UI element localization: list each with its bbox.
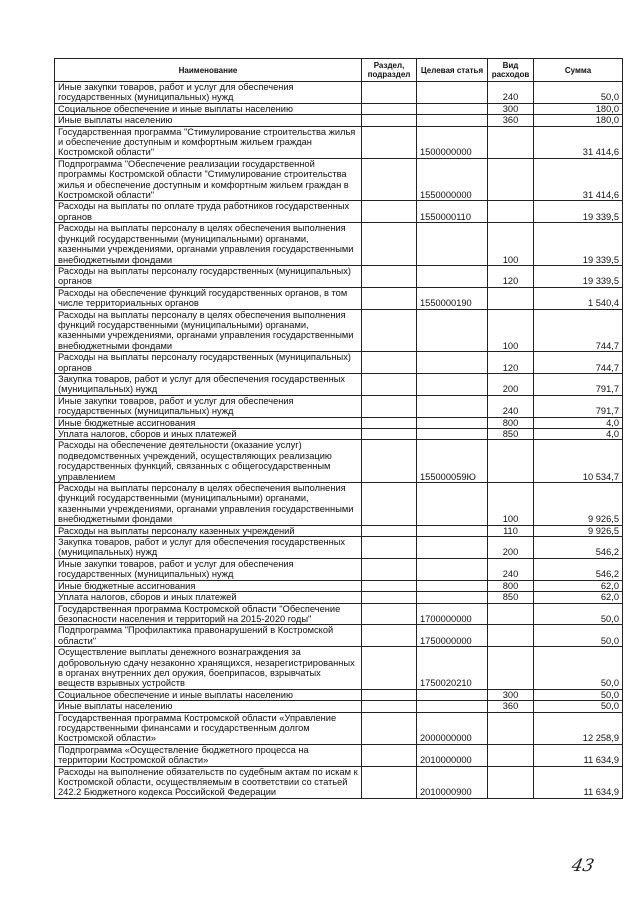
cell-section <box>362 309 417 352</box>
table-row <box>55 126 623 158</box>
cell-sum: 12 258,9 <box>534 712 623 744</box>
table-row <box>55 115 623 126</box>
cell-name: Расходы на выплаты персоналу в целях обеспечения выполнения функций государственными (муниципальными) органами, казенными учреждениями, органами управления государственными внебюджетными фондами <box>55 309 362 352</box>
cell-name: Социальное обеспечение и иные выплаты населению <box>55 689 362 700</box>
cell-kind: 120 <box>488 352 534 374</box>
cell-kind <box>488 712 534 744</box>
table-row <box>55 603 623 625</box>
cell-section <box>362 201 417 223</box>
cell-target <box>417 373 488 395</box>
cell-target <box>417 417 488 428</box>
cell-name: Расходы на выполнение обязательств по судебным актам по искам к Костромской области, осуществляемым в соответствии со статьей 242.2 Бюджетного кодекса Российской Федерации <box>55 766 362 798</box>
cell-kind: 100 <box>488 483 534 526</box>
cell-kind: 240 <box>488 82 534 104</box>
cell-sum: 791,7 <box>534 395 623 417</box>
cell-target: 1750000000 <box>417 625 488 647</box>
cell-target <box>417 82 488 104</box>
cell-section <box>362 766 417 798</box>
cell-sum: 50,0 <box>534 689 623 700</box>
cell-kind <box>488 647 534 690</box>
cell-section <box>362 689 417 700</box>
cell-name: Закупка товаров, работ и услуг для обеспечения государственных (муниципальных) нужд <box>55 537 362 559</box>
cell-name: Расходы на обеспечение деятельности (оказание услуг) подведомственных учреждений, осуществляющих реализацию государственных функций, связанных с общегосударственным управлением <box>55 440 362 483</box>
cell-name: Подпрограмма «Осуществление бюджетного процесса на территории Костромской области» <box>55 744 362 766</box>
cell-sum: 11 634,9 <box>534 766 623 798</box>
table-row <box>55 647 623 690</box>
cell-target <box>417 537 488 559</box>
table-body <box>55 82 623 799</box>
cell-name: Иные закупки товаров, работ и услуг для обеспечения государственных (муниципальных) нужд <box>55 82 362 104</box>
cell-section <box>362 158 417 201</box>
cell-name: Закупка товаров, работ и услуг для обеспечения государственных (муниципальных) нужд <box>55 373 362 395</box>
table-row <box>55 592 623 603</box>
cell-kind: 100 <box>488 223 534 266</box>
table-row <box>55 158 623 201</box>
table-row <box>55 744 623 766</box>
cell-sum: 50,0 <box>534 647 623 690</box>
cell-name: Иные закупки товаров, работ и услуг для обеспечения государственных (муниципальных) нужд <box>55 395 362 417</box>
table-row <box>55 525 623 536</box>
header-sum: Сумма <box>534 59 623 82</box>
cell-section <box>362 429 417 440</box>
cell-kind: 240 <box>488 558 534 580</box>
cell-kind <box>488 625 534 647</box>
table-row <box>55 580 623 591</box>
cell-kind: 300 <box>488 689 534 700</box>
cell-kind <box>488 287 534 309</box>
table-row <box>55 82 623 104</box>
cell-kind <box>488 744 534 766</box>
cell-section <box>362 625 417 647</box>
cell-sum: 50,0 <box>534 82 623 104</box>
table-row <box>55 483 623 526</box>
cell-section <box>362 483 417 526</box>
cell-kind: 120 <box>488 265 534 287</box>
cell-kind: 850 <box>488 429 534 440</box>
cell-target: 1700000000 <box>417 603 488 625</box>
cell-section <box>362 525 417 536</box>
cell-kind: 800 <box>488 417 534 428</box>
cell-sum: 19 339,5 <box>534 223 623 266</box>
cell-kind <box>488 201 534 223</box>
cell-name: Иные бюджетные ассигнования <box>55 417 362 428</box>
cell-section <box>362 701 417 712</box>
cell-target <box>417 592 488 603</box>
cell-target: 1550000000 <box>417 158 488 201</box>
cell-sum: 180,0 <box>534 103 623 114</box>
table-row <box>55 766 623 798</box>
table-row <box>55 689 623 700</box>
cell-target: 1500000000 <box>417 126 488 158</box>
cell-name: Расходы на выплаты персоналу государственных (муниципальных) органов <box>55 352 362 374</box>
cell-kind <box>488 766 534 798</box>
cell-kind: 200 <box>488 373 534 395</box>
cell-section <box>362 287 417 309</box>
cell-sum: 9 926,5 <box>534 525 623 536</box>
cell-name: Иные выплаты населению <box>55 701 362 712</box>
cell-section <box>362 592 417 603</box>
cell-section <box>362 223 417 266</box>
cell-sum: 1 540,4 <box>534 287 623 309</box>
cell-target <box>417 580 488 591</box>
table-row <box>55 417 623 428</box>
cell-sum: 50,0 <box>534 625 623 647</box>
header-name: Наименование <box>55 59 362 82</box>
cell-target <box>417 103 488 114</box>
cell-target <box>417 352 488 374</box>
table-row <box>55 429 623 440</box>
cell-kind: 360 <box>488 701 534 712</box>
cell-sum: 744,7 <box>534 352 623 374</box>
cell-target: 1550000190 <box>417 287 488 309</box>
table-row <box>55 625 623 647</box>
cell-sum: 11 634,9 <box>534 744 623 766</box>
table-row <box>55 309 623 352</box>
cell-kind <box>488 603 534 625</box>
table-row <box>55 223 623 266</box>
cell-kind: 240 <box>488 395 534 417</box>
cell-kind <box>488 440 534 483</box>
cell-sum: 4,0 <box>534 429 623 440</box>
cell-sum: 19 339,5 <box>534 265 623 287</box>
cell-sum: 50,0 <box>534 701 623 712</box>
table-row <box>55 373 623 395</box>
cell-section <box>362 603 417 625</box>
cell-kind: 850 <box>488 592 534 603</box>
cell-target <box>417 115 488 126</box>
header-kind: Вид расходов <box>488 59 534 82</box>
cell-target <box>417 689 488 700</box>
cell-sum: 62,0 <box>534 580 623 591</box>
cell-sum: 791,7 <box>534 373 623 395</box>
table-row <box>55 440 623 483</box>
table-row <box>55 395 623 417</box>
table-row <box>55 352 623 374</box>
cell-kind: 110 <box>488 525 534 536</box>
cell-sum: 50,0 <box>534 603 623 625</box>
cell-sum: 19 339,5 <box>534 201 623 223</box>
cell-section <box>362 82 417 104</box>
cell-kind: 200 <box>488 537 534 559</box>
cell-target <box>417 223 488 266</box>
cell-name: Расходы на обеспечение функций государственных органов, в том числе территориальных органов <box>55 287 362 309</box>
cell-section <box>362 712 417 744</box>
cell-sum: 744,7 <box>534 309 623 352</box>
cell-name: Подпрограмма "Профилактика правонарушений в Костромской области" <box>55 625 362 647</box>
cell-sum: 546,2 <box>534 537 623 559</box>
cell-name: Социальное обеспечение и иные выплаты населению <box>55 103 362 114</box>
cell-target <box>417 701 488 712</box>
cell-sum: 9 926,5 <box>534 483 623 526</box>
cell-target: 2010000000 <box>417 744 488 766</box>
table-header-row <box>55 59 623 82</box>
cell-section <box>362 440 417 483</box>
cell-kind: 100 <box>488 309 534 352</box>
cell-section <box>362 647 417 690</box>
cell-sum: 180,0 <box>534 115 623 126</box>
cell-sum: 31 414,6 <box>534 126 623 158</box>
cell-name: Иные выплаты населению <box>55 115 362 126</box>
cell-name: Расходы на выплаты по оплате труда работников государственных органов <box>55 201 362 223</box>
cell-name: Иные закупки товаров, работ и услуг для обеспечения государственных (муниципальных) нужд <box>55 558 362 580</box>
header-section: Раздел, подраздел <box>362 59 417 82</box>
cell-target: 2000000000 <box>417 712 488 744</box>
cell-name: Уплата налогов, сборов и иных платежей <box>55 592 362 603</box>
cell-section <box>362 395 417 417</box>
table-row <box>55 265 623 287</box>
table-row <box>55 558 623 580</box>
cell-name: Государственная программа Костромской области «Управление государственными финансами и государственным долгом Костромской области» <box>55 712 362 744</box>
cell-sum: 10 534,7 <box>534 440 623 483</box>
cell-sum: 4,0 <box>534 417 623 428</box>
cell-target <box>417 309 488 352</box>
table-row <box>55 712 623 744</box>
header-target: Целевая статья <box>417 59 488 82</box>
cell-target <box>417 525 488 536</box>
cell-section <box>362 417 417 428</box>
cell-section <box>362 352 417 374</box>
cell-name: Государственная программа "Стимулирование строительства жилья и обеспечение доступным и комфортным жильем граждан Костромской области" <box>55 126 362 158</box>
cell-target <box>417 395 488 417</box>
cell-section <box>362 115 417 126</box>
cell-section <box>362 580 417 591</box>
cell-target <box>417 265 488 287</box>
cell-target: 155000059Ю <box>417 440 488 483</box>
cell-sum: 31 414,6 <box>534 158 623 201</box>
cell-name: Расходы на выплаты персоналу казенных учреждений <box>55 525 362 536</box>
cell-sum: 62,0 <box>534 592 623 603</box>
cell-section <box>362 373 417 395</box>
cell-kind: 300 <box>488 103 534 114</box>
cell-name: Расходы на выплаты персоналу в целях обеспечения выполнения функций государственными (муниципальными) органами, казенными учреждениями, органами управления государственными внебюджетными фондами <box>55 483 362 526</box>
cell-target: 1550000110 <box>417 201 488 223</box>
cell-kind <box>488 158 534 201</box>
cell-name: Расходы на выплаты персоналу государственных (муниципальных) органов <box>55 265 362 287</box>
cell-name: Иные бюджетные ассигнования <box>55 580 362 591</box>
cell-name: Подпрограмма "Обеспечение реализации государственной программы Костромской области "Стимулирование строительства жилья и обеспечение доступным и комфортным жильем граждан в Костромской области" <box>55 158 362 201</box>
table-row <box>55 701 623 712</box>
cell-kind <box>488 126 534 158</box>
table-row <box>55 201 623 223</box>
cell-name: Осуществление выплаты денежного вознаграждения за добровольную сдачу незаконно хранящихся, незарегистрированных в органах внутренних дел оружия, боеприпасов, взрывчатых веществ взрывных устройств <box>55 647 362 690</box>
budget-table <box>54 58 623 799</box>
cell-name: Уплата налогов, сборов и иных платежей <box>55 429 362 440</box>
cell-name: Государственная программа Костромской области "Обеспечение безопасности населения и территорий на 2015-2020 годы" <box>55 603 362 625</box>
cell-section <box>362 103 417 114</box>
page-number: 43 <box>569 856 596 876</box>
table-row <box>55 537 623 559</box>
cell-kind: 800 <box>488 580 534 591</box>
cell-target: 1750020210 <box>417 647 488 690</box>
cell-target <box>417 483 488 526</box>
cell-sum: 546,2 <box>534 558 623 580</box>
table-row <box>55 287 623 309</box>
cell-section <box>362 126 417 158</box>
cell-section <box>362 558 417 580</box>
cell-section <box>362 265 417 287</box>
cell-target: 2010000900 <box>417 766 488 798</box>
cell-kind: 360 <box>488 115 534 126</box>
cell-target <box>417 558 488 580</box>
table-row <box>55 103 623 114</box>
cell-section <box>362 537 417 559</box>
cell-section <box>362 744 417 766</box>
cell-target <box>417 429 488 440</box>
cell-name: Расходы на выплаты персоналу в целях обеспечения выполнения функций государственными (муниципальными) органами, казенными учреждениями, органами управления государственными внебюджетными фондами <box>55 223 362 266</box>
